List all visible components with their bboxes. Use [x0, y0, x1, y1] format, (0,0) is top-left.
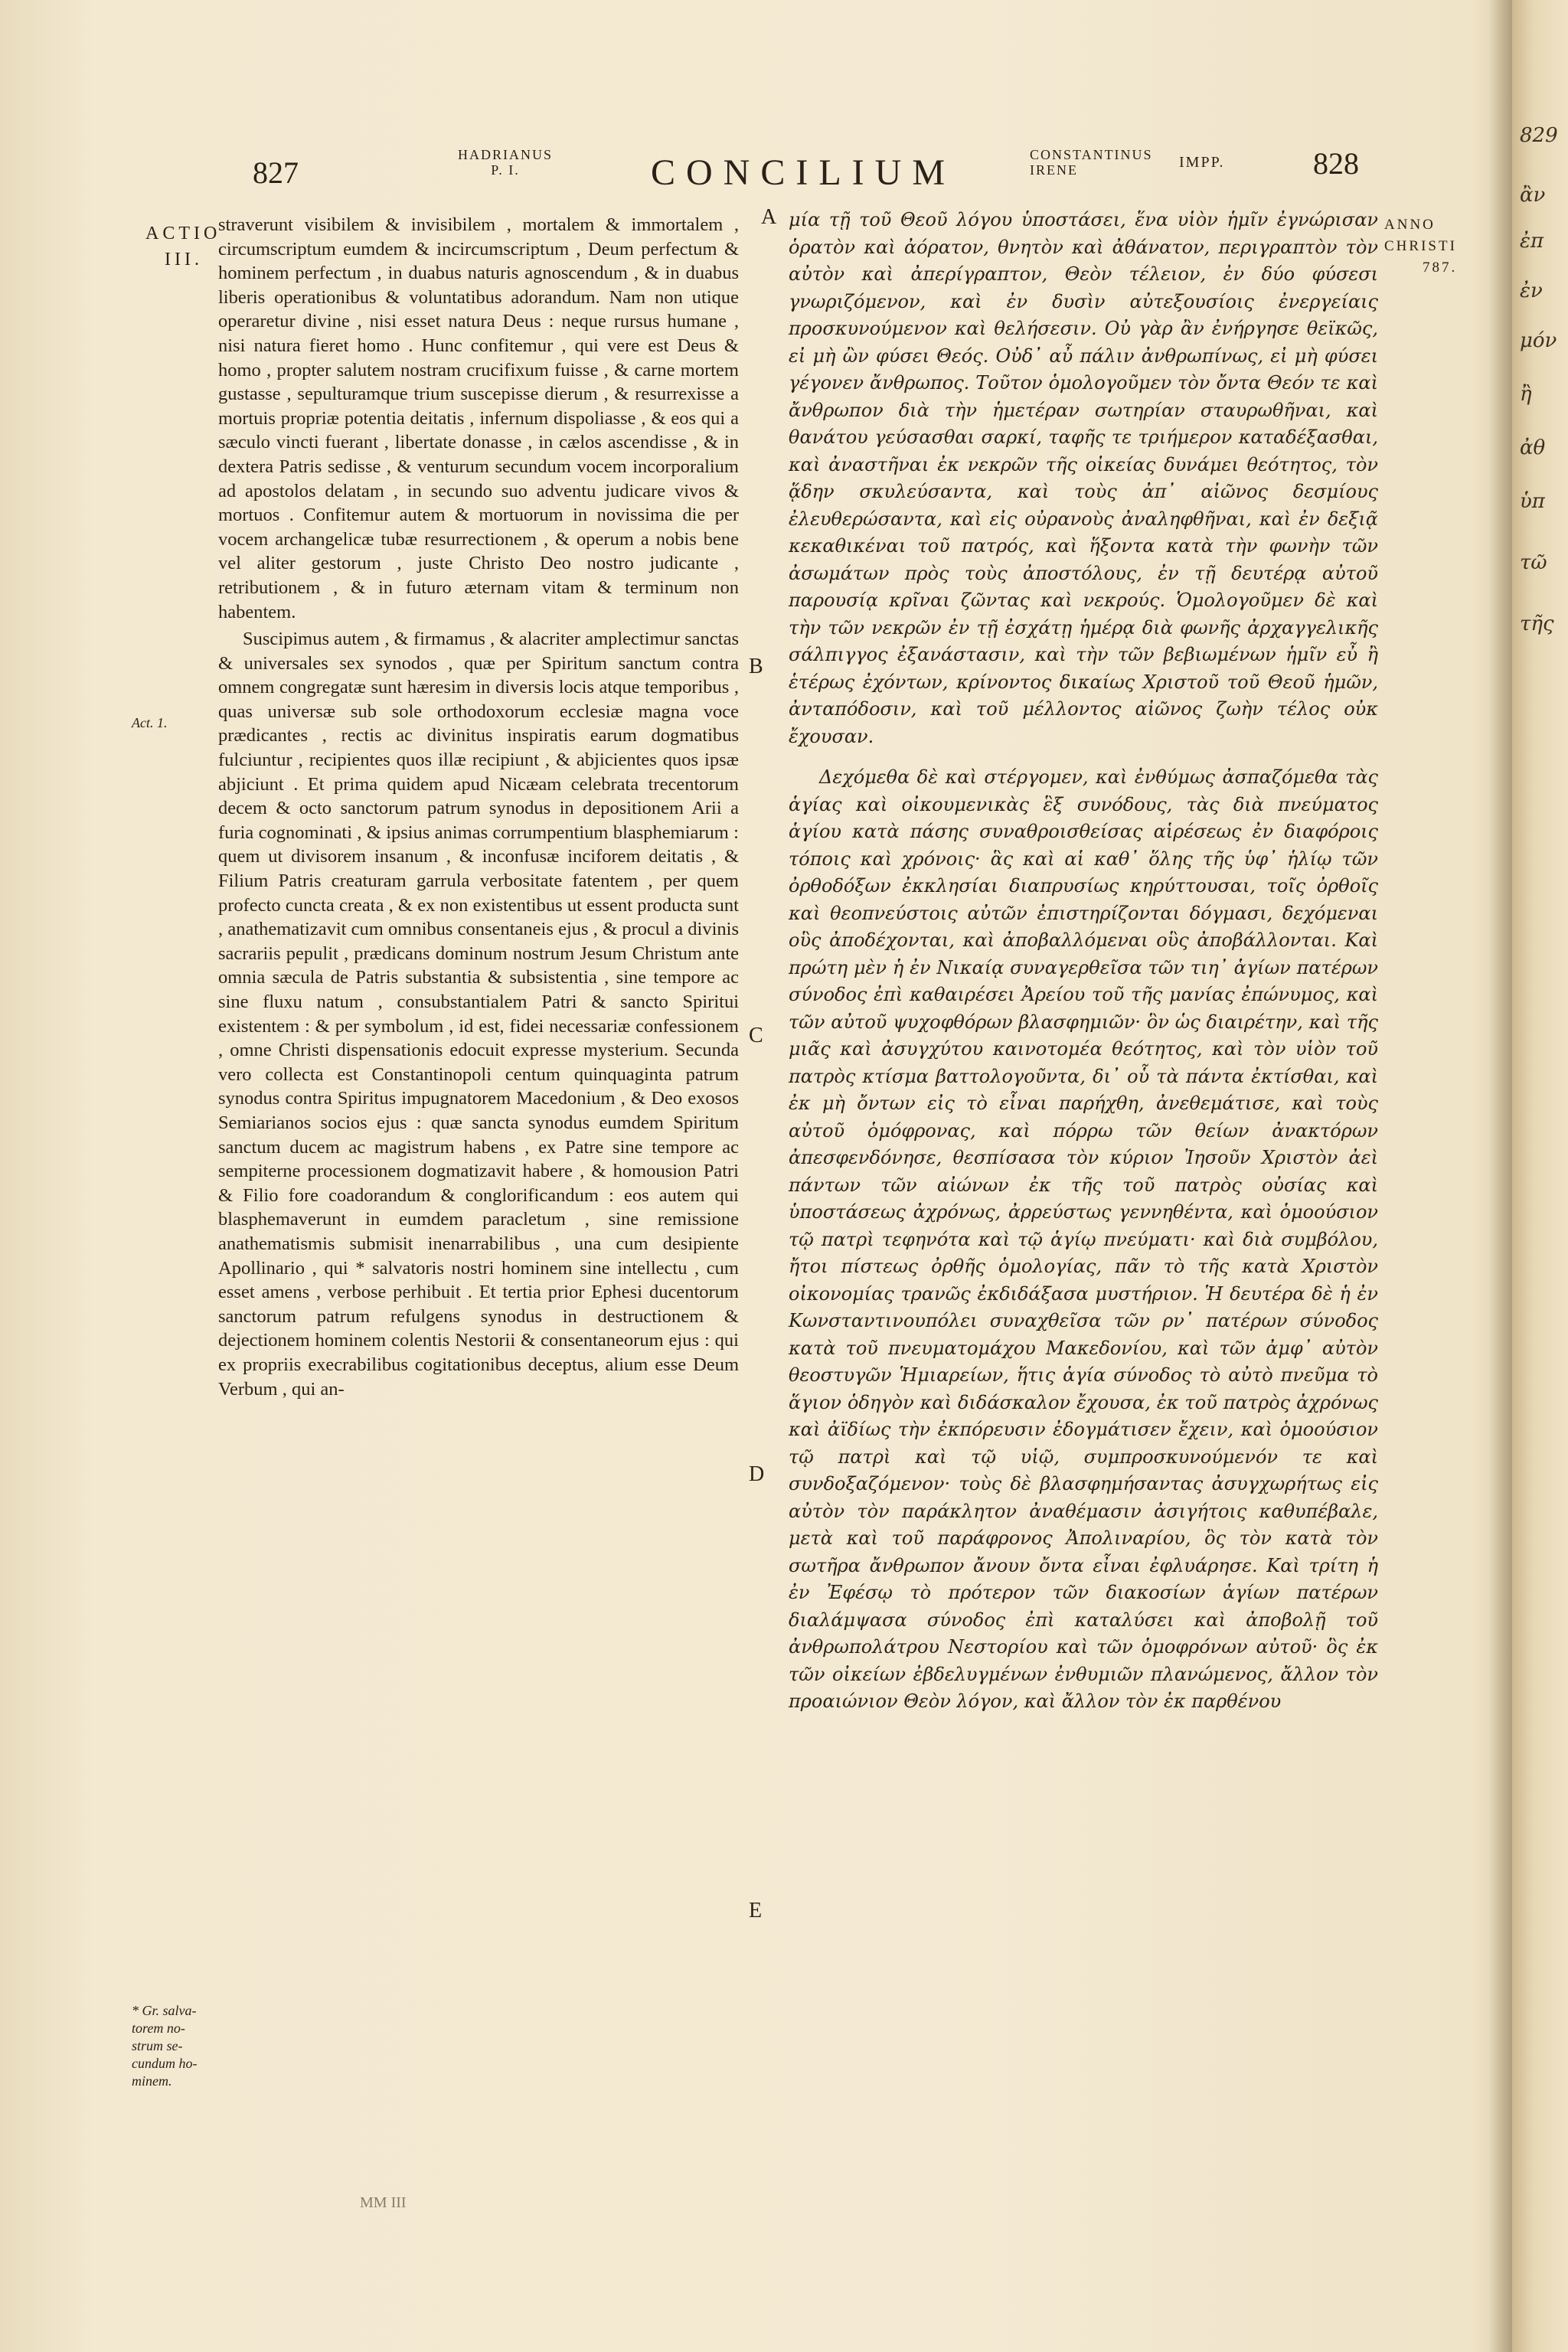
margin-actio: ACTIO: [145, 224, 221, 243]
adjacent-page-fragment: ἢ: [1520, 383, 1532, 406]
emperors-attribution: [1030, 147, 1160, 178]
margin-actio-number: III.: [165, 250, 203, 270]
adjacent-page-fragment: τῶ: [1520, 551, 1547, 574]
latin-paragraph: Suscipimus autem , & firmamus , & alacriter amplectimur sanctas & universales sex synodos , quæ per Spiritum sanctum contra omnem congregatæ sunt hæresim in diversis locis atque temporibus , quas universæ sub sole orthodoxorum ecclesiæ magna voce prædicantes , rectis ac divinitus inspiratis earum dogmatibus fulciuntur , recipientes quos illæ recipiunt , & abjicientes quos ipsæ abjiciunt . Et prima quidem apud Nicæam celebrata trecentorum decem & octo sanctorum patrum synodus in depositionem Arii a furia cognominati , & ipsius animas corrumpentium blasphemiarum : quem ut divisorem insanum , & inconfusæ inciforem deitatis , & Filium Patris creaturam garrula verbositate fatentem , per quem profecto cuncta creata , & ex non existentibus ut essent producta sunt , anathematizavit cum omnibus consentaneis ejus , & procul a divinis sacrariis pepulit , prædicans dominum nostrum Jesum Christum ante omnia sæcula de Patris substantia & subsistentia , sine tempore ac sine fluxu natum , consubstantialem Patri & sancto Spiritui existentem : & per symbolum , id est, fidei necessariæ confessionem , omne Christi dispensationis edocuit expresse mysterium. Secunda vero collecta est Constantinopoli centum quinquaginta patrum synodus contra Spiritus impugnatorem Macedonium , & Deo exosos Semiarianos socios ejus : quæ sancta synodus eumdem Spiritum sanctum ducem ac magistrum habens , ex Patre sine tempore ac sempiterne processionem dogmatizavit habere , & homousion Patri & Filio fore coadorandum & conglorificandum : eos autem qui blasphemaverunt in eumdem paracletum , sine remissione anathematismis submisit inenarrabilibus , una cum desipiente Apollinario , qui * salvatoris nostri hominem sine intellectu , cum esset amens , verbose perhibuit . Et tertia prior Ephesi ducentorum sanctorum patrum refulgens synodus in destructionem & dejectionem hominem colentis Nestorii & consentaneorum ejus : qui ex propriis execrabilibus cogitationibus deceptus, alium esse Deum Verbum , qui an-: [218, 629, 739, 1400]
section-marker-e: E: [749, 1899, 763, 1922]
adjacent-page-fragment: ἐπ: [1520, 230, 1544, 253]
adjacent-page-fragment: ἐν: [1520, 279, 1543, 302]
margin-note-line: minem.: [132, 2073, 172, 2089]
margin-note-line: strum se-: [132, 2038, 183, 2053]
margin-scripture-reference: Act. 1.: [132, 715, 168, 730]
page-number-left: 827: [253, 155, 299, 190]
running-header: [0, 138, 1485, 199]
empress-name: IRENE: [1030, 162, 1078, 178]
christi-label: CHRISTI: [1384, 238, 1457, 254]
section-marker-c: C: [749, 1024, 763, 1047]
adjacent-page-fragment: ὑπ: [1520, 490, 1545, 513]
section-marker-b: B: [749, 655, 763, 678]
pope-name: HADRIANUS: [457, 147, 553, 162]
margin-greek-note: [132, 2002, 197, 2090]
adjacent-page-fragment: ἂν: [1520, 184, 1546, 207]
adjacent-page-fragment: μόν: [1520, 329, 1557, 352]
emperors-suffix: IMPP.: [1179, 154, 1225, 171]
anno-label: ANNO: [1384, 217, 1436, 233]
greek-paragraph: Δεχόμεθα δὲ καὶ στέργομεν, καὶ ἐνθύμως ἀσπαζόμεθα τὰς ἁγίας καὶ οἰκουμενικὰς ἓξ συνόδους, τὰς διὰ πνεύματος ἁγίου κατὰ πάσης συναθροισθείσας αἱρέσεως ἐν διαφόροις τόποις καὶ χρόνοις· ἃς καὶ αἱ καθ᾽ ὅλης τῆς ὑφ᾽ ἡλίῳ τῶν ὀρθοδόξων ἐκκλησίαι διαπρυσίως κηρύττουσαι, τοῖς ὀρθοῖς καὶ θεοπνεύστοις αὐτῶν ἐπιστηρίζονται δόγμασι, δεχόμεναι οὓς ἀποδέχονται, καὶ ἀποβαλλόμεναι οὓς ἀποβάλλονται. Καὶ πρώτη μὲν ἡ ἐν Νικαίᾳ συναγερθεῖσα τῶν τιη᾽ ἁγίων πατέρων σύνοδος ἐπὶ καθαιρέσει Ἀρείου τοῦ τῆς μανίας ἐπώνυμος, καὶ τῶν αὐτοῦ ψυχοφθόρων βλασφημιῶν· ὃν ὡς διαιρέτην, καὶ τῆς μιᾶς καὶ ἀσυγχύτου καινοτομέα θεότητος, καὶ τὸν υἱὸν τοῦ πατρὸς κτίσμα βαττολογοῦντα, δι᾽ οὗ τὰ πάντα ἐκτίσθαι, καὶ ἐκ μὴ ὄντων εἰς τὸ εἶναι παρήχθη, ἀνεθεμάτισε, καὶ τοὺς αὐτοῦ ὁμόφρονας, καὶ πόρρω τῶν θείων ἀνακτόρων ἀπεσφενδόνησε, θεσπίσασα τὸν κύριον Ἰησοῦν Χριστὸν ἀεὶ πάντων τῶν αἰώνων ἐκ τῆς τοῦ πατρὸς οὐσίας καὶ ὑποστάσεως ἀχρόνως, ἀρρεύστως γεννηθέντα, καὶ ὁμοούσιον τῷ πατρὶ τεφηνότα καὶ τῷ ἁγίῳ πνεύματι· καὶ διὰ συμβόλου, ἤτοι πίστεως ὀρθῆς ὁμολογίας, πᾶν τὸ τῆς κατὰ Χριστὸν οἰκονομίας τρανῶς ἐκδιδάξασα μυστήριον. Ἡ δευτέρα δὲ ἡ ἐν Κωνσταντινουπόλει συναχθεῖσα τῶν ρν᾽ πατέρων σύνοδος κατὰ τοῦ πνευματομάχου Μακεδονίου, καὶ τῶν ἀμφ᾽ αὐτὸν θεοστυγῶν Ἡμιαρείων, ἥτις ἁγία σύνοδος τὸ αὐτὸ πνεῦμα τὸ ἅγιον ὁδηγὸν καὶ διδάσκαλον ἔχουσα, ἐκ τοῦ πατρὸς ἀχρόνως καὶ ἀϊδίως τὴν ἐκπόρευσιν ἐδογμάτισεν ἔχειν, καὶ ὁμοούσιον τῷ πατρὶ καὶ τῷ υἱῷ, συμπροσκυνούμενόν τε καὶ συνδοξαζόμενον· τοὺς δὲ βλασφημήσαντας ἀσυγχωρήτως εἰς αὐτὸν τὸν παράκλητον ἀναθέμασιν ἀσιγήτοις καθυπέβαλε, μετὰ καὶ τοῦ παράφρονος Ἀπολιναρίου, ὃς τὸν κατὰ τὸν σωτῆρα ἄνθρωπον ἄνουν ὄντα εἶναι ἐφλυάρησε. Καὶ τρίτη ἡ ἐν Ἐφέσῳ τὸ πρότερον τῶν διακοσίων ἁγίων πατέρων διαλάμψασα σύνοδος ἐπὶ καταλύσει καὶ ἀποβολῇ τοῦ ἀνθρωπολάτρου Νεστορίου καὶ τῶν ὁμοφρόνων αὐτοῦ· ὃς ἐκ τῶν οἰκείων ἐβδελυγμένων ἐνθυμιῶν πλανώμενος, ἄλλον τὸν προαιώνιον Θεὸν λόγον, καὶ ἄλλον τὸν ἐκ παρθένου: [789, 766, 1378, 1712]
section-marker-a: A: [761, 205, 777, 229]
margin-note-line: cundum ho-: [132, 2056, 198, 2071]
page-number-right: 828: [1313, 146, 1359, 181]
greek-text-column: [789, 207, 1378, 1716]
latin-text-column: [218, 213, 739, 1401]
greek-paragraph: μία τῇ τοῦ Θεοῦ λόγου ὑποστάσει, ἕνα υἱὸν ἡμῖν ἐγνώρισαν ὁρατὸν καὶ ἀόρατον, θνητὸν καὶ ἀθάνατον, περιγραπτὸν τὸν αὐτὸν καὶ ἀπερίγραπτον, Θεὸν τέλειον, ἐν δύο φύσεσι γνωριζόμενον, καὶ ἐν δυσὶν αὐτεξουσίοις ἐνεργείαις προσκυνούμενον καὶ θελήσεσιν. Οὐ γὰρ ἂν ἐνήργησε θεϊκῶς, εἰ μὴ ὢν φύσει Θεός. Οὐδ᾽ αὖ πάλιν ἀνθρωπίνως, εἰ μὴ φύσει γέγονεν ἄνθρωπος. Τοῦτον ὁμολογοῦμεν τὸν ὄντα Θεόν τε καὶ ἄνθρωπον διὰ τὴν ἡμετέραν σωτηρίαν σταυρωθῆναι, καὶ θανάτου γεύσασθαι σαρκί, ταφῆς τε τριήμερον καταδέξασθαι, καὶ ἀναστῆναι ἐκ νεκρῶν τῆς οἰκείας δυνάμει θεότητος, τὸν ᾅδην σκυλεύσαντα, καὶ τοὺς ἀπ᾽ αἰῶνος δεσμίους ἐλευθερώσαντα, καὶ εἰς οὐρανοὺς ἀναληφθῆναι, καὶ ἐν δεξιᾷ κεκαθικέναι τοῦ πατρός, καὶ ἥξοντα κατὰ τὴν φωνὴν τῶν ἀσωμάτων πρὸς τοὺς ἀποστόλους, ἐν τῇ δευτέρᾳ αὐτοῦ παρουσίᾳ κρῖναι ζῶντας καὶ νεκρούς. Ὁμολογοῦμεν δὲ καὶ τὴν τῶν νεκρῶν ἐν τῇ ἐσχάτῃ ἡμέρᾳ διὰ φωνῆς ἀρχαγγελικῆς σάλπιγγος ἐξανάστασιν, καὶ τὴν τῶν βεβιωμένων ἡμῖν εὖ ἢ ἑτέρως ἐχόντων, κρίνοντος δικαίως Χριστοῦ τοῦ Θεοῦ ἡμῶν, ἀνταπόδοσιν, καὶ τοῦ μέλλοντος αἰῶνος ζωὴν τέλος οὐκ ἔχουσαν.: [789, 209, 1378, 747]
pope-attribution: [448, 147, 563, 178]
latin-paragraph: straverunt visibilem & invisibilem , mortalem & immortalem , circumscriptum eumdem & incircumscriptum , Deum perfectum & hominem perfectum , in duabus naturis agnoscendum , & in duabus liberis operationibus & voluntatibus adorandum. Nam non utique operaretur divine , nisi esset natura Deus : neque rursus humane , nisi natura fieret homo . Hunc confitemur , qui vere est Deus & homo , propter salutem nostram crucifixum fuisse , & carne mortem gustasse , sepulturamque trium suscepisse dierum , & resurrexisse a mortuis propriæ potentia deitatis , infernum dispoliasse , & eos qui a sæculo vincti fuerant , libertate donasse , in cælos ascendisse , & in dextera Patris sedisse , & venturum secundum vocem incorporalium ad apostolos delatam , in secundo suo adventu judicare vivos & mortuos . Confitemur autem & mortuorum in novissima die per vocem archangelicæ tubæ resurrectionem , & operum a nobis bene vel aliter gestorum , juste Christo Deo nostro judicante , retributionem , & in futuro æternam vitam & terminum non habentem.: [218, 214, 739, 622]
adjacent-page-number: 829: [1520, 124, 1558, 147]
margin-note-line: torem no-: [132, 2020, 185, 2036]
adjacent-page-fragment: ἀθ: [1520, 436, 1546, 459]
running-title: CONCILIUM: [651, 152, 956, 193]
margin-anno-christi: [1384, 214, 1476, 279]
adjacent-page-fragment: τῆς: [1520, 612, 1554, 635]
page-gutter-shadow: [1489, 0, 1512, 2352]
margin-note-line: * Gr. salva-: [132, 2003, 197, 2018]
section-marker-d: D: [749, 1462, 765, 1486]
pope-number: P. I.: [491, 162, 520, 178]
adjacent-page-edge: [1512, 0, 1568, 2352]
emperor-name: CONSTANTINUS: [1030, 147, 1153, 162]
anno-year: 787.: [1423, 260, 1458, 276]
footer-signature-mark: MM III: [360, 2194, 407, 2211]
